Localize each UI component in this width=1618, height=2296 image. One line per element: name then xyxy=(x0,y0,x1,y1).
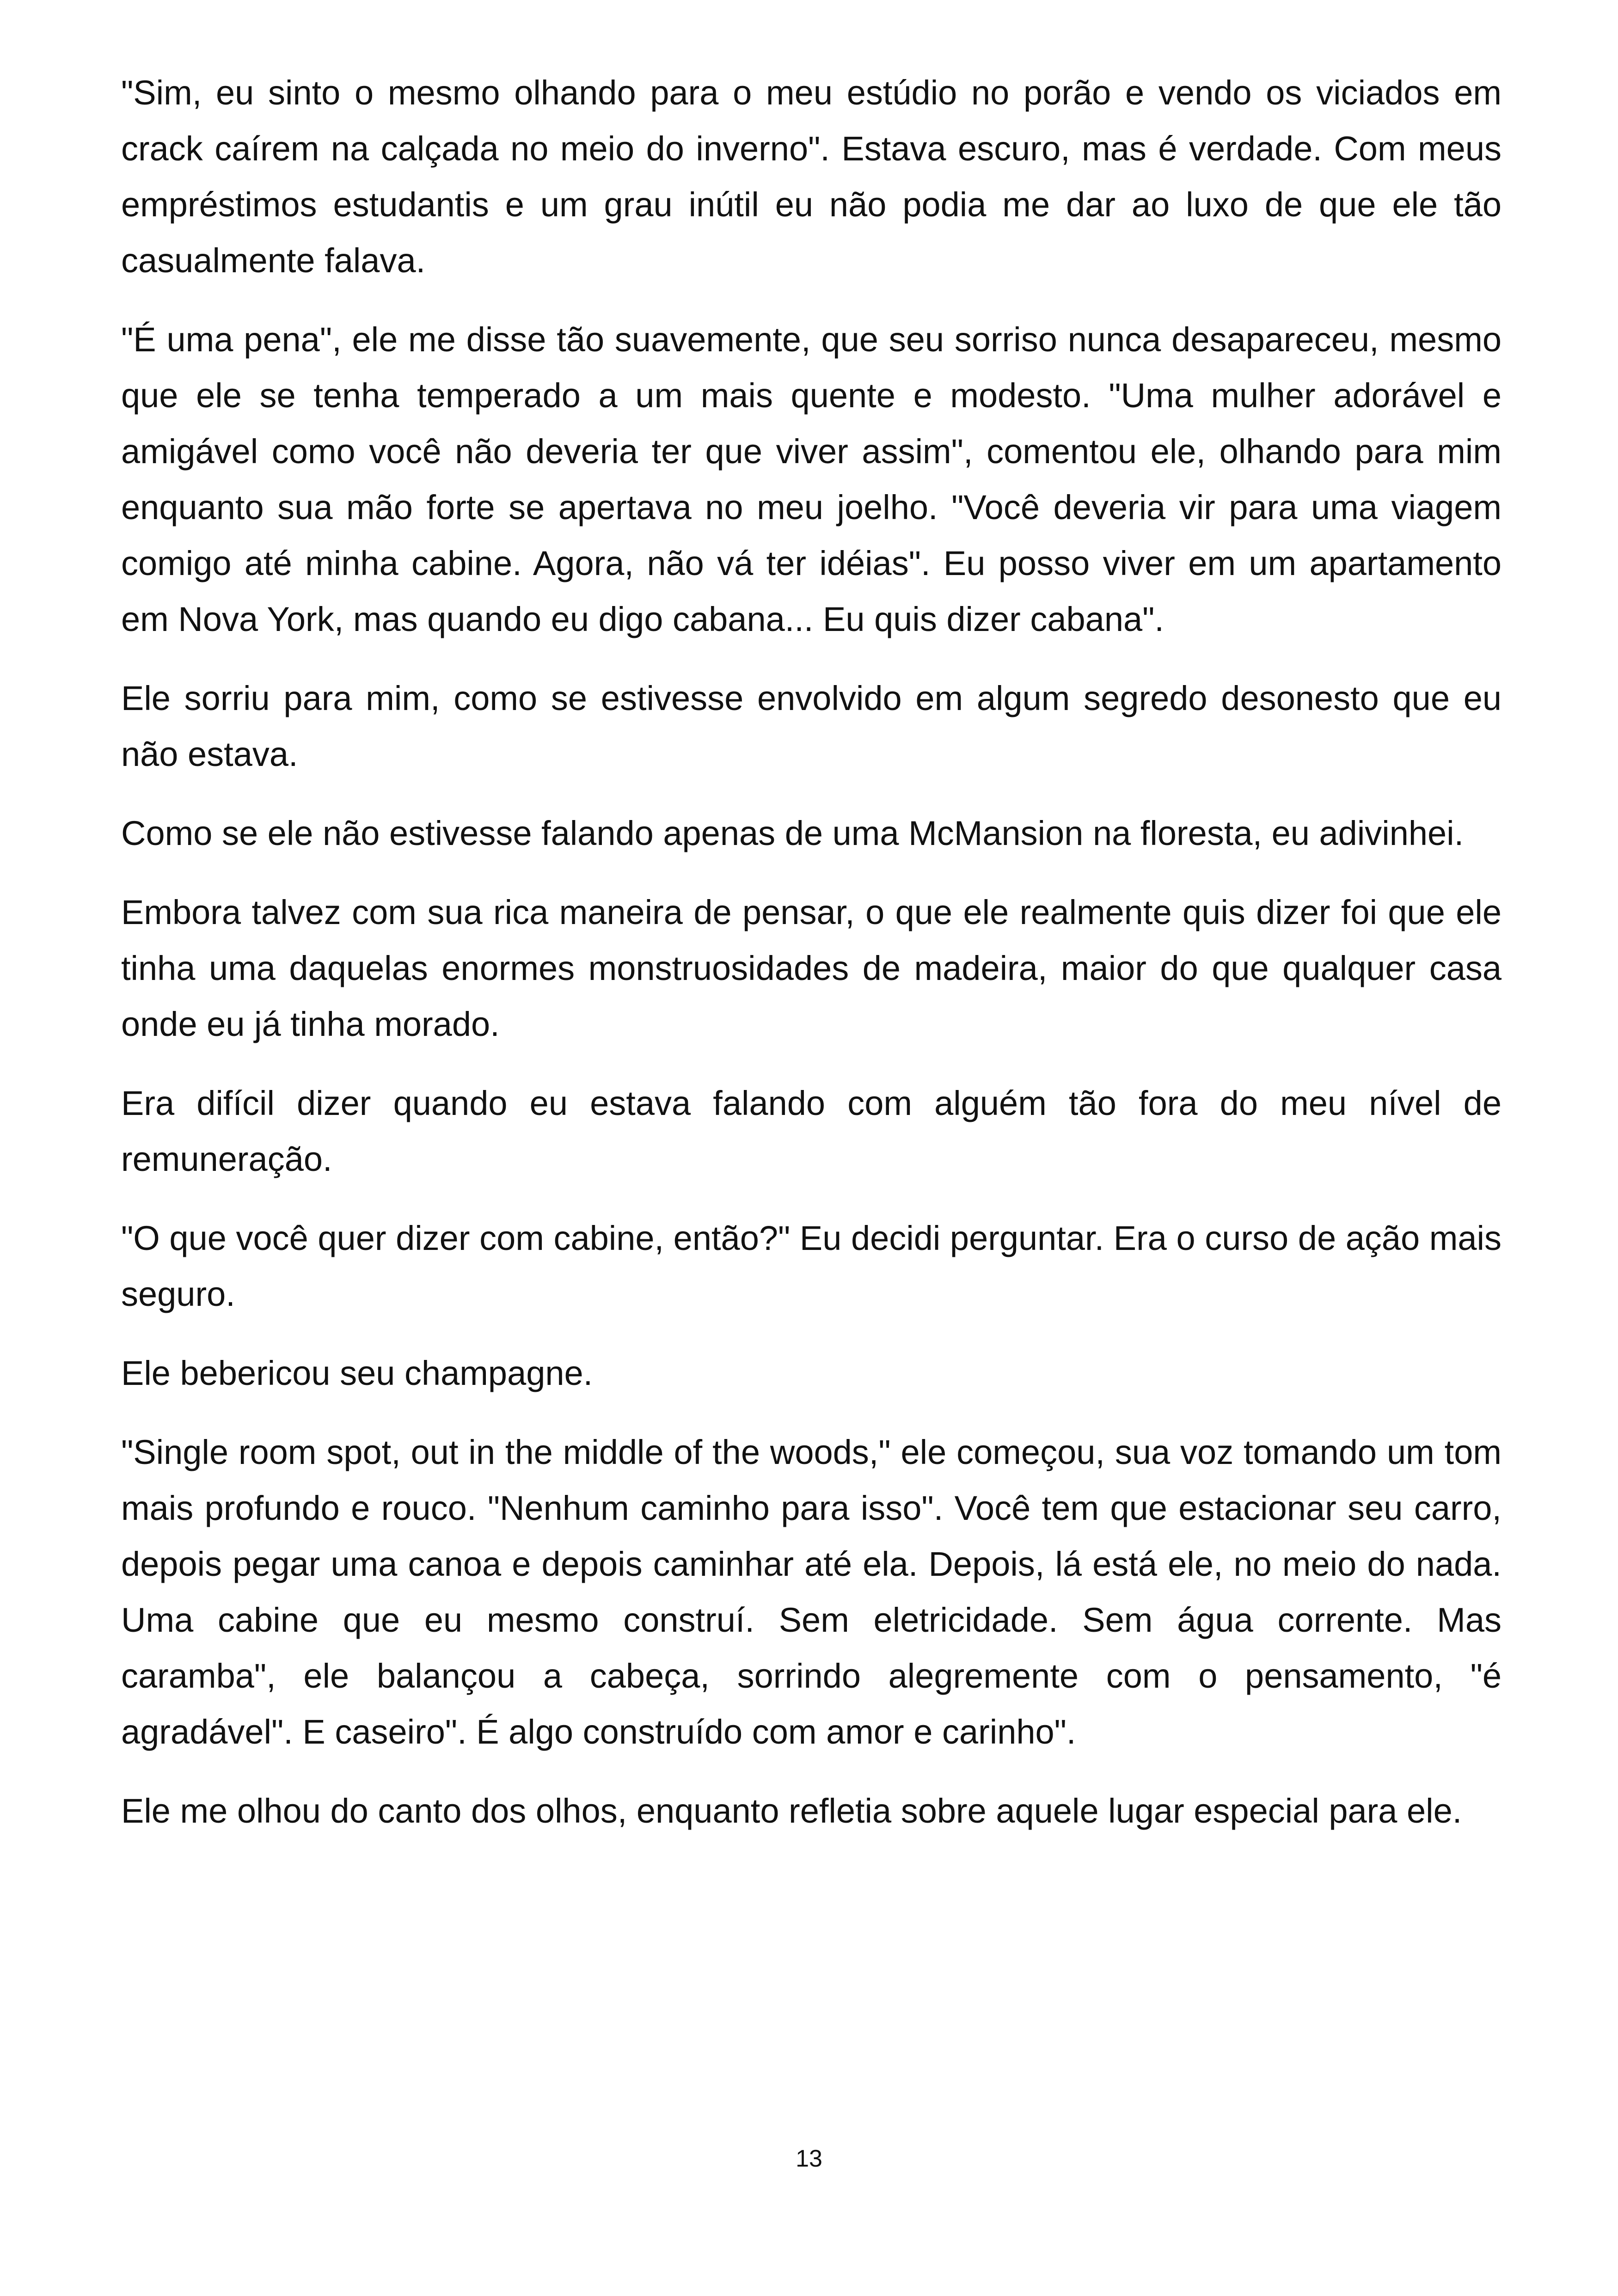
paragraph: Como se ele não estivesse falando apenas de uma McMansion na floresta, eu adivinhei. xyxy=(121,814,1464,852)
paragraph: "Sim, eu sinto o mesmo olhando para o meu estúdio no porão e vendo os viciados em crack caírem na calçada no meio do inverno". Estava escuro, mas é verdade. Com meus empréstimos estudantis e um grau inútil eu não podia me dar ao luxo de que ele tão casualmente falava. xyxy=(121,73,1502,280)
paragraph: Embora talvez com sua rica maneira de pensar, o que ele realmente quis dizer foi que ele tinha uma daquelas enormes monstruosidades de madeira, maior do que qualquer casa onde eu já tinha morado. xyxy=(121,893,1502,1043)
paragraph: Ele me olhou do canto dos olhos, enquanto refletia sobre aquele lugar especial para ele. xyxy=(121,1792,1462,1830)
body-text xyxy=(121,65,1502,1862)
page-number: 13 xyxy=(796,2145,822,2172)
paragraph: Era difícil dizer quando eu estava falando com alguém tão fora do meu nível de remuneração. xyxy=(121,1084,1502,1178)
paragraph: "O que você quer dizer com cabine, então?" Eu decidi perguntar. Era o curso de ação mais seguro. xyxy=(121,1219,1502,1313)
paragraph: Ele sorriu para mim, como se estivesse envolvido em algum segredo desonesto que eu não estava. xyxy=(121,679,1502,773)
paragraph: "Single room spot, out in the middle of the woods," ele começou, sua voz tomando um tom mais profundo e rouco. "Nenhum caminho para isso". Você tem que estacionar seu carro, depois pegar uma canoa e depois caminhar até ela. Depois, lá está ele, no meio do nada. Uma cabine que eu mesmo construí. Sem eletricidade. Sem água corrente. Mas caramba", ele balançou a cabeça, sorrindo alegremente com o pensamento, "é agradável". E caseiro". É algo construído com amor e carinho". xyxy=(121,1433,1502,1751)
paragraph: Ele bebericou seu champagne. xyxy=(121,1354,593,1392)
paragraph: "É uma pena", ele me disse tão suavemente, que seu sorriso nunca desapareceu, mesmo que ele se tenha temperado a um mais quente e modesto. "Uma mulher adorável e amigável como você não deveria ter que viver assim", comentou ele, olhando para mim enquanto sua mão forte se apertava no meu joelho. "Você deveria vir para uma viagem comigo até minha cabine. Agora, não vá ter idéias". Eu posso viver em um apartamento em Nova York, mas quando eu digo cabana... Eu quis dizer cabana". xyxy=(121,320,1502,638)
